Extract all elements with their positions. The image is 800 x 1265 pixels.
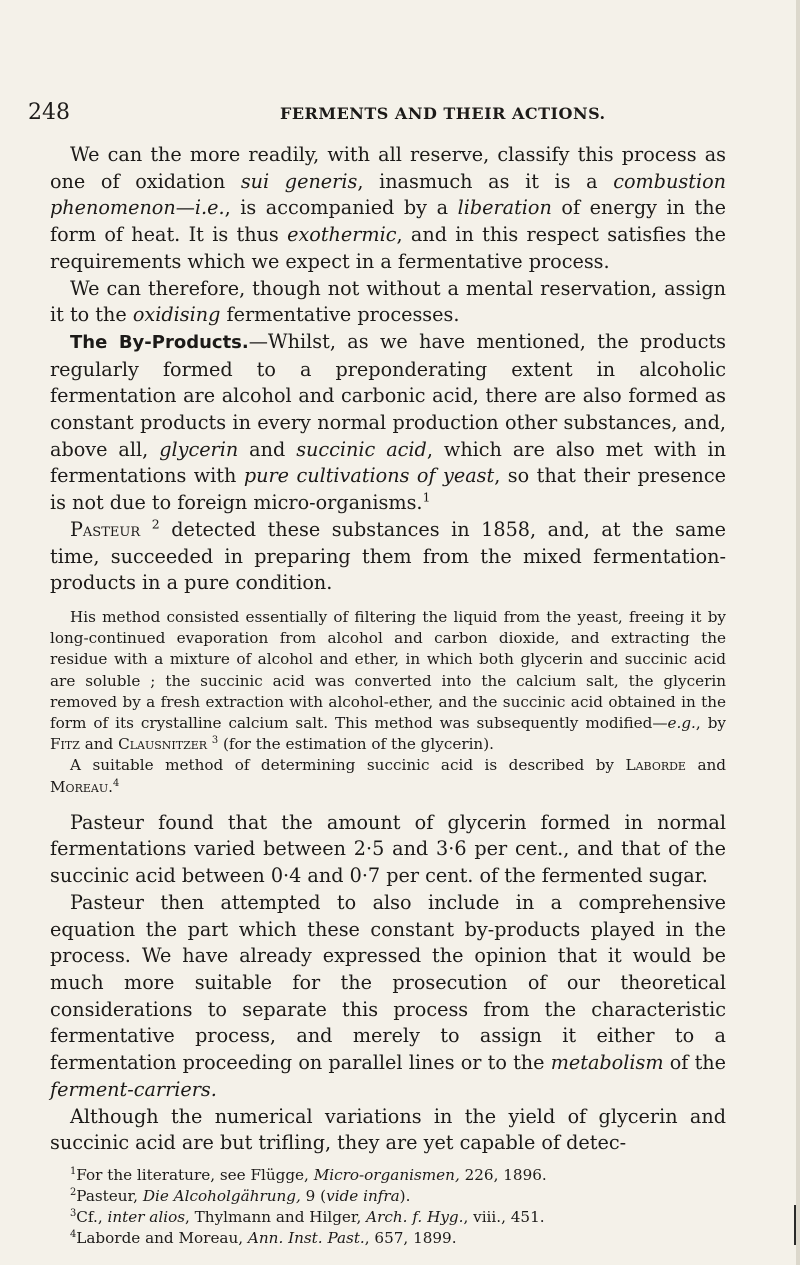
paragraph-succinic-method: A suitable method of determining succinic acid is described by Laborde and Moreau.$^4$ bbox=[50, 756, 727, 796]
paragraph-method: His method consisted essentially of filtering the liquid from the yeast, freeing it by long-continued evaporation from alcohol and carbon dioxide, and extracting the residue with a mixture of alcohol and ether, in which both glycerin and succinic acid are soluble ; the succinic acid was converted into the calcium salt, the glycerin removed by a fresh extraction with alcohol-ether, and the succinic acid obtained in the form of its crystalline calcium salt. This method was subsequently modified—e.g., by Fitz and Clausnitzer $^3$ (for the estimation of the glycerin). bbox=[50, 607, 726, 754]
paragraph-variations: Although the numerical variations in the yield of glycerin and succinic acid are but trifling, they are yet capable of detec- bbox=[50, 1104, 726, 1155]
page-edge bbox=[796, 0, 800, 1265]
paragraph-by-products: The By-Products.—Whilst, as we have mentioned, the products regularly formed to a preponderating extent in alcoholic fermentation are alcohol and carbonic acid, there are also formed as constant products in every normal production other substances, and, above all, glycerin and succinic acid, which are also met with in fermentations with pure cultivations of yeast, so that their presence is not due to foreign micro-organisms.$^1$ bbox=[50, 329, 727, 515]
section-heading: The By-Products. bbox=[70, 331, 249, 353]
footnote-2: $^2$Pasteur, Die Alcoholgährung, 9 (vide infra). bbox=[70, 1186, 411, 1205]
method-note bbox=[50, 607, 726, 798]
paragraph-amounts: Pasteur found that the amount of glycerin formed in normal fermentations varied between 2·5 and 3·6 per cent., and that of the succinic acid between 0·4 and 0·7 per cent. of the fermented sugar. bbox=[50, 810, 726, 888]
footnote-ref: 2 bbox=[151, 516, 160, 532]
paragraph-pasteur: Pasteur $^2$ detected these substances in 1858, and, at the same time, succeeded in preparing them from the mixed fermentation-products in a pure condition. bbox=[50, 516, 726, 595]
footnote-ref: 3 bbox=[211, 735, 219, 747]
footnote-ref: 4 bbox=[112, 777, 120, 789]
footnote-4: $^4$Laborde and Moreau, Ann. Inst. Past., 657, 1899. bbox=[70, 1228, 457, 1247]
page-number: 248 bbox=[28, 100, 70, 125]
main-text-continued bbox=[50, 810, 726, 1157]
footnote-1: $^1$For the literature, see Flügge, Micro-organismen, 226, 1896. bbox=[70, 1165, 547, 1184]
paragraph-oxidation: We can the more readily, with all reserve, classify this process as one of oxidation sui generis, inasmuch as it is a combustion phenomenon—i.e., is accompanied by a liberation of energy in the form of heat. It is thus exothermic, and in this respect satisfies the requirements which we expect in a fermentative process. bbox=[50, 143, 726, 273]
page-body bbox=[50, 142, 726, 1249]
page-header bbox=[28, 100, 728, 130]
page-edge-mark bbox=[788, 1205, 796, 1245]
running-title: FERMENTS AND THEIR ACTIONS. bbox=[280, 104, 606, 123]
footnotes bbox=[50, 1165, 726, 1249]
footnote-ref: 1 bbox=[422, 489, 431, 505]
paragraph-reservation: We can therefore, though not without a mental reservation, assign it to the oxidising fermentative processes. bbox=[50, 276, 726, 327]
main-text bbox=[50, 142, 726, 597]
footnote-3: $^3$Cf., inter alios, Thylmann and Hilger, Arch. f. Hyg., viii., 451. bbox=[70, 1207, 545, 1226]
paragraph-equation: Pasteur then attempted to also include in a comprehensive equation the part which these constant by-products played in the process. We have already expressed the opinion that it would be much more suitable for the prosecution of our theoretical considerations to separate this process from the characteristic fermentative process, and merely to assign it either to a fermentation proceeding on parallel lines or to the metabolism of the ferment-carriers. bbox=[50, 890, 726, 1101]
